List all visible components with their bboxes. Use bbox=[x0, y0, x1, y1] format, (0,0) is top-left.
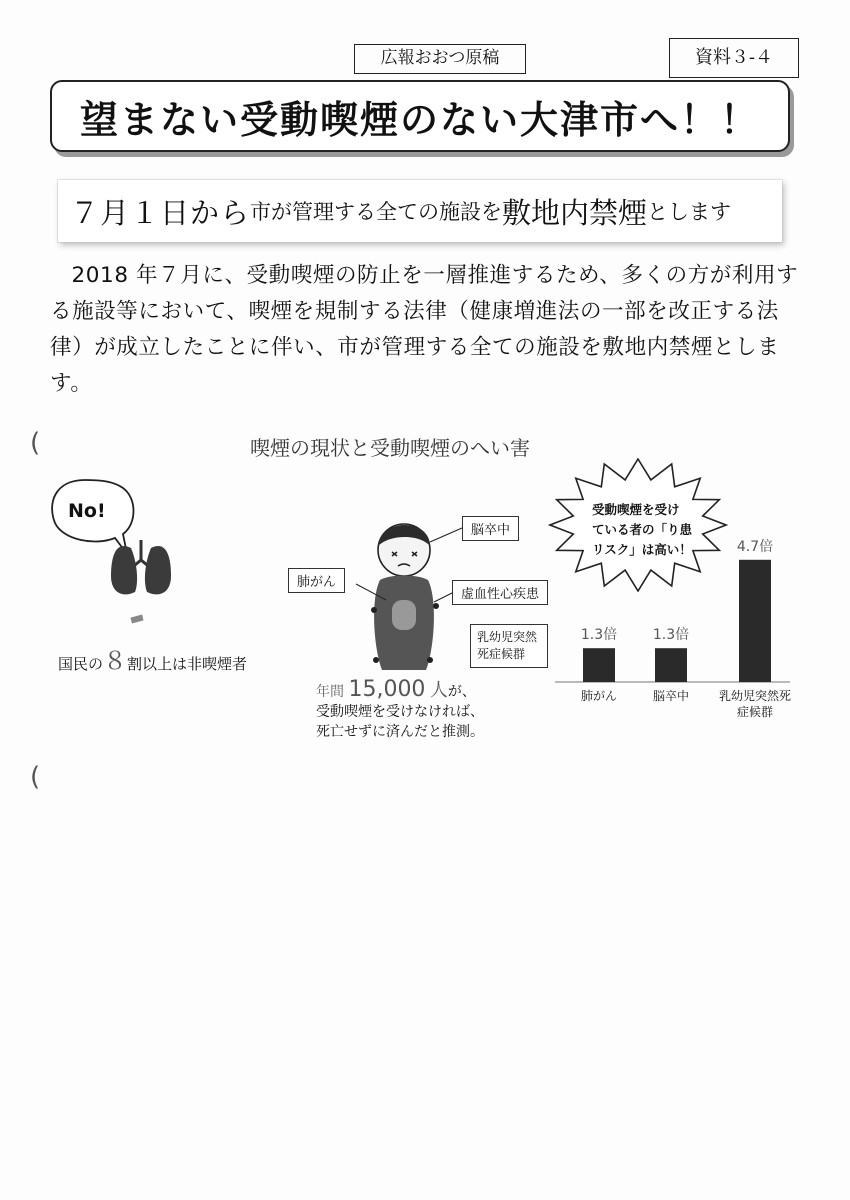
deaths-unit: 人 bbox=[429, 680, 448, 701]
deaths-line2: 受動喫煙を受けなければ、 bbox=[316, 704, 484, 720]
chart-value-label: 1.3倍 bbox=[652, 627, 690, 644]
nonsmoker-prefix: 国民の bbox=[58, 655, 104, 673]
heart-disease-label: 虚血性心疾患 bbox=[452, 580, 548, 605]
subtitle-end: とします bbox=[647, 200, 732, 224]
page-title: 望まない受動喫煙のない大津市へ！！ bbox=[79, 97, 760, 142]
sids-label: 乳幼児突然死症候群 bbox=[470, 624, 548, 668]
no-text: No! bbox=[68, 500, 106, 522]
deaths-line1 bbox=[316, 677, 484, 702]
chart-value-label: 1.3倍 bbox=[580, 627, 618, 644]
deaths-prefix: 年間 bbox=[316, 684, 344, 700]
chart-bar bbox=[583, 648, 615, 682]
chart-category-label bbox=[626, 688, 716, 704]
subtitle-emphasis: 敷地内禁煙 bbox=[502, 195, 648, 230]
starburst-line2: ている者の「り患 bbox=[592, 522, 693, 537]
chart-bar bbox=[739, 560, 771, 682]
deaths-number: 15,000 bbox=[348, 677, 426, 702]
nonsmoker-suffix: 割以上は非喫煙者 bbox=[127, 655, 248, 673]
subtitle-date: ７月１日から bbox=[70, 195, 251, 230]
deaths-suffix: が、 bbox=[447, 684, 476, 700]
left-bracket-bottom: ( bbox=[30, 762, 41, 792]
source-label: 広報おおつ原稿 bbox=[354, 44, 526, 74]
left-bracket-top: ( bbox=[30, 428, 41, 458]
chart-category-label bbox=[710, 688, 800, 720]
deaths-caption bbox=[316, 677, 484, 742]
chart-category-line: 肺がん bbox=[580, 689, 617, 703]
subtitle-scope: 市が管理する全ての施設を bbox=[250, 200, 503, 224]
lung-cancer-label: 肺がん bbox=[288, 568, 345, 593]
chart-category-line: 症候群 bbox=[736, 705, 773, 719]
starburst-line3: リスク」は高い！ bbox=[592, 542, 692, 557]
nonsmoker-number: ８ bbox=[103, 647, 128, 675]
stroke-label: 脳卒中 bbox=[462, 516, 519, 541]
infographic-title: 喫煙の現状と受動喫煙のへい害 bbox=[250, 436, 530, 460]
chart-bar bbox=[655, 648, 687, 682]
chart-category-line: 乳幼児突然死 bbox=[718, 689, 791, 703]
chart-category-line: 脳卒中 bbox=[652, 689, 689, 703]
deaths-line3: 死亡せずに済んだと推測。 bbox=[316, 724, 484, 740]
chart-value-label: 4.7倍 bbox=[736, 538, 774, 555]
body-paragraph: 2018 年７月に、受動喫煙の防止を一層推進するため、多くの方が利用する施設等において、喫煙を規制する法律（健康増進法の一部を改正する法律）が成立したことに伴い、市が管理する全ての施設を敷地内禁煙とします。 bbox=[50, 263, 799, 396]
starburst-line1: 受動喫煙を受け bbox=[592, 502, 680, 517]
document-number: 資料３-４ bbox=[669, 38, 799, 78]
